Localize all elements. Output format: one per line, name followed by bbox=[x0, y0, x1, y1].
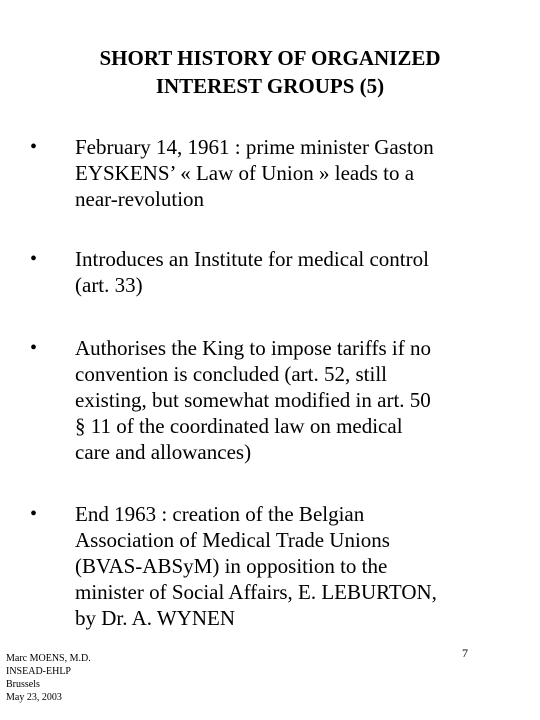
bullet-text-line: existing, but somewhat modified in art. 50 bbox=[75, 388, 431, 412]
bullet-text-line: Introduces an Institute for medical control bbox=[75, 247, 429, 271]
bullet-text-line: minister of Social Affairs, E. LEBURTON, bbox=[75, 580, 437, 604]
bullet-text-line: care and allowances) bbox=[75, 440, 252, 464]
bullet-text bbox=[75, 246, 510, 298]
bullet-text-line: (art. 33) bbox=[75, 273, 143, 297]
bullet-item-3 bbox=[30, 335, 510, 465]
bullet-text-line: End 1963 : creation of the Belgian bbox=[75, 502, 365, 526]
bullet-text-line: Authorises the King to impose tariffs if no bbox=[75, 336, 431, 360]
bullet-text-line: February 14, 1961 : prime minister Gaston bbox=[75, 135, 434, 159]
bullet-item-2 bbox=[30, 246, 510, 298]
bullet-item-4 bbox=[30, 501, 510, 631]
bullet-text-line: (BVAS-ABSyM) in opposition to the bbox=[75, 554, 388, 578]
bullet-text-line: § 11 of the coordinated law on medical bbox=[75, 414, 403, 438]
bullet-symbol: • bbox=[30, 337, 38, 359]
bullet-text bbox=[75, 501, 510, 631]
bullet-text-line: convention is concluded (art. 52, still bbox=[75, 362, 388, 386]
bullet-symbol: • bbox=[30, 136, 38, 158]
bullet-text bbox=[75, 335, 510, 465]
bullet-symbol: • bbox=[30, 248, 38, 270]
bullet-text-line: Association of Medical Trade Unions bbox=[75, 528, 390, 552]
page-number: 7 bbox=[462, 646, 468, 660]
footer-date: May 23, 2003 bbox=[6, 692, 62, 703]
bullet-symbol: • bbox=[30, 503, 38, 525]
slide-title-line-2: INTEREST GROUPS (5) bbox=[155, 74, 385, 98]
bullet-text-line: near-revolution bbox=[75, 187, 205, 211]
footer-city: Brussels bbox=[6, 679, 40, 690]
bullet-text-line: by Dr. A. WYNEN bbox=[75, 606, 236, 630]
bullet-text bbox=[75, 134, 510, 212]
bullet-text-line: EYSKENS’ « Law of Union » leads to a bbox=[75, 161, 415, 185]
footer-institution: INSEAD-EHLP bbox=[6, 666, 71, 677]
footer-author-info bbox=[6, 652, 91, 704]
slide-title-line-1: SHORT HISTORY OF ORGANIZED bbox=[99, 46, 441, 70]
footer-author-name: Marc MOENS, M.D. bbox=[6, 653, 91, 664]
bullet-item-1 bbox=[30, 134, 510, 212]
